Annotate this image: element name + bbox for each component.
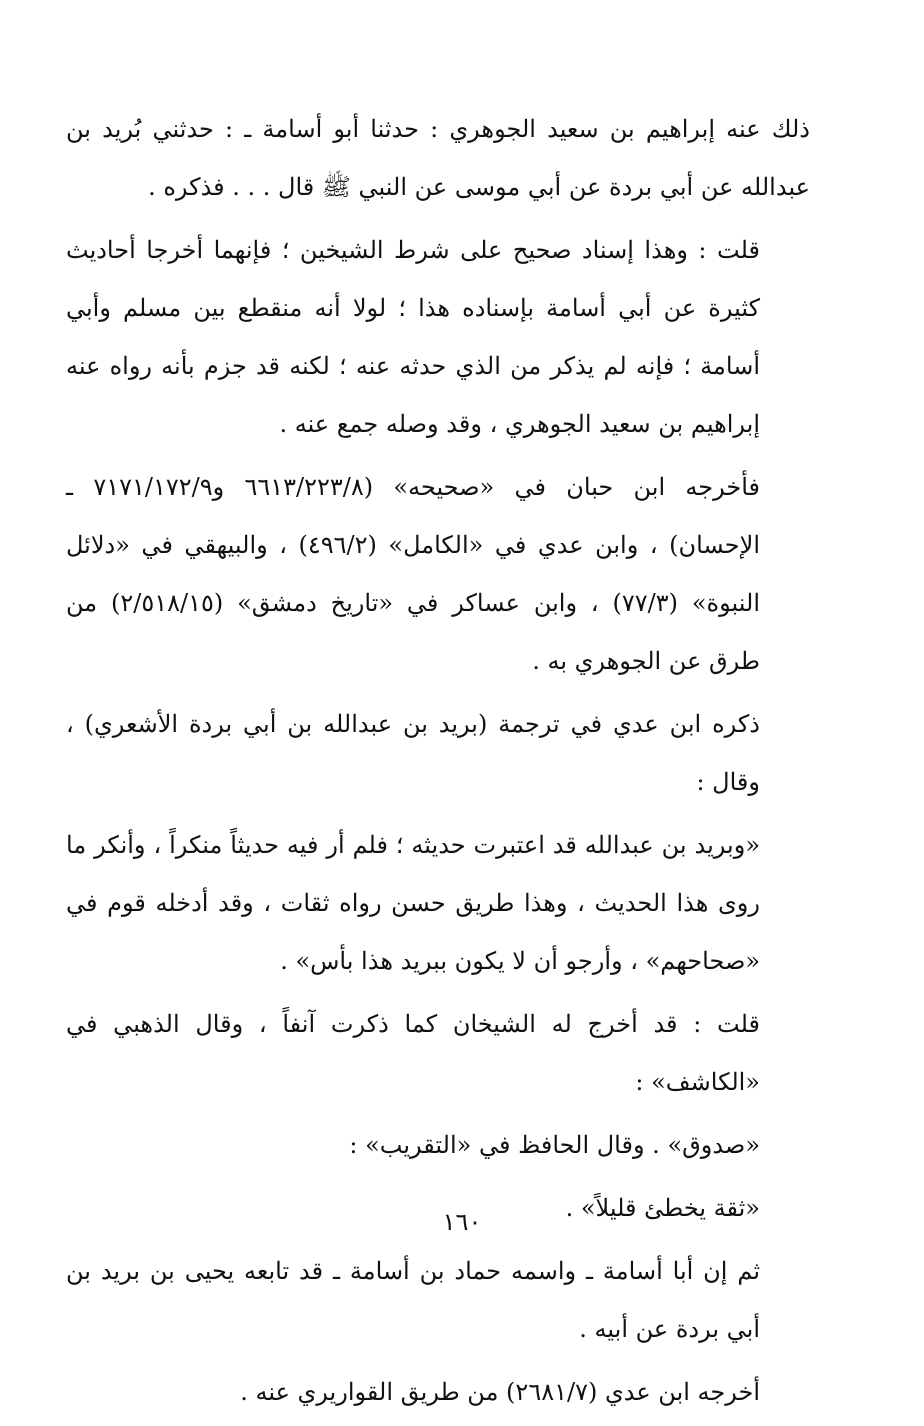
paragraph-takhrij: فأخرجه ابن حبان في «صحيحه» (٦٦١٣/٢٢٣/٨ و٧١٧١/١٧٢/٩ ـ الإحسان) ، وابن عدي في «الكامل» (٤٩٦/٢) ، والبيهقي في «دلائل النبوة» (٧٧/٣) ، وابن عساكر في «تاريخ دمشق» (٢/٥١٨/١٥) من طرق عن الجوهري به . xyxy=(66,473,760,675)
paragraph-ibn-adi-mention: ذكره ابن عدي في ترجمة (بريد بن عبدالله بن أبي بردة الأشعري) ، وقال : xyxy=(66,710,760,796)
paragraph-isnad-assessment: قلت : وهذا إسناد صحيح على شرط الشيخين ؛ فإنهما أخرجا أحاديث كثيرة عن أبي أسامة بإسناده هذا ؛ لولا أنه منقطع بين مسلم وأبي أسامة ؛ فإنه لم يذكر من الذي حدثه عنه ؛ لكنه قد جزم بأنه رواه عنه إبراهيم بن سعيد الجوهري ، وقد وصله جمع عنه . xyxy=(66,236,760,438)
paragraph-dhahabi: قلت : قد أخرج له الشيخان كما ذكرت آنفاً ، وقال الذهبي في «الكاشف» : xyxy=(66,1010,760,1096)
page-number: ١٦٠ xyxy=(442,1208,482,1236)
paragraph-ibn-adi-quote: «وبريد بن عبدالله قد اعتبرت حديثه ؛ فلم أر فيه حديثاً منكراً ، وأنكر ما روى هذا الحديث ، وهذا طريق حسن رواه ثقات ، وقد أدخله قوم في «صحاحهم» ، وأرجو أن لا يكون ببريد هذا بأس» . xyxy=(66,831,760,975)
paragraph-isnad-intro: ذلك عنه إبراهيم بن سعيد الجوهري : حدثنا أبو أسامة ـ : حدثني بُريد بن عبدالله عن أبي بردة عن أبي موسى عن النبي ﷺ قال . . . فذكره . xyxy=(66,115,810,201)
paragraph-ibn-adi-takhrij: أخرجه ابن عدي (٢٦٨١/٧) من طريق القواريري عنه . xyxy=(240,1378,760,1406)
paragraph-mutabaa: ثم إن أبا أسامة ـ واسمه حماد بن أسامة ـ قد تابعه يحيى بن بريد بن أبي بردة عن أبيه . xyxy=(66,1257,760,1343)
paragraph-thiqa: «ثقة يخطئ قليلاً» . xyxy=(565,1194,760,1222)
paragraph-saduq: «صدوق» . وقال الحافظ في «التقريب» : xyxy=(349,1131,760,1159)
